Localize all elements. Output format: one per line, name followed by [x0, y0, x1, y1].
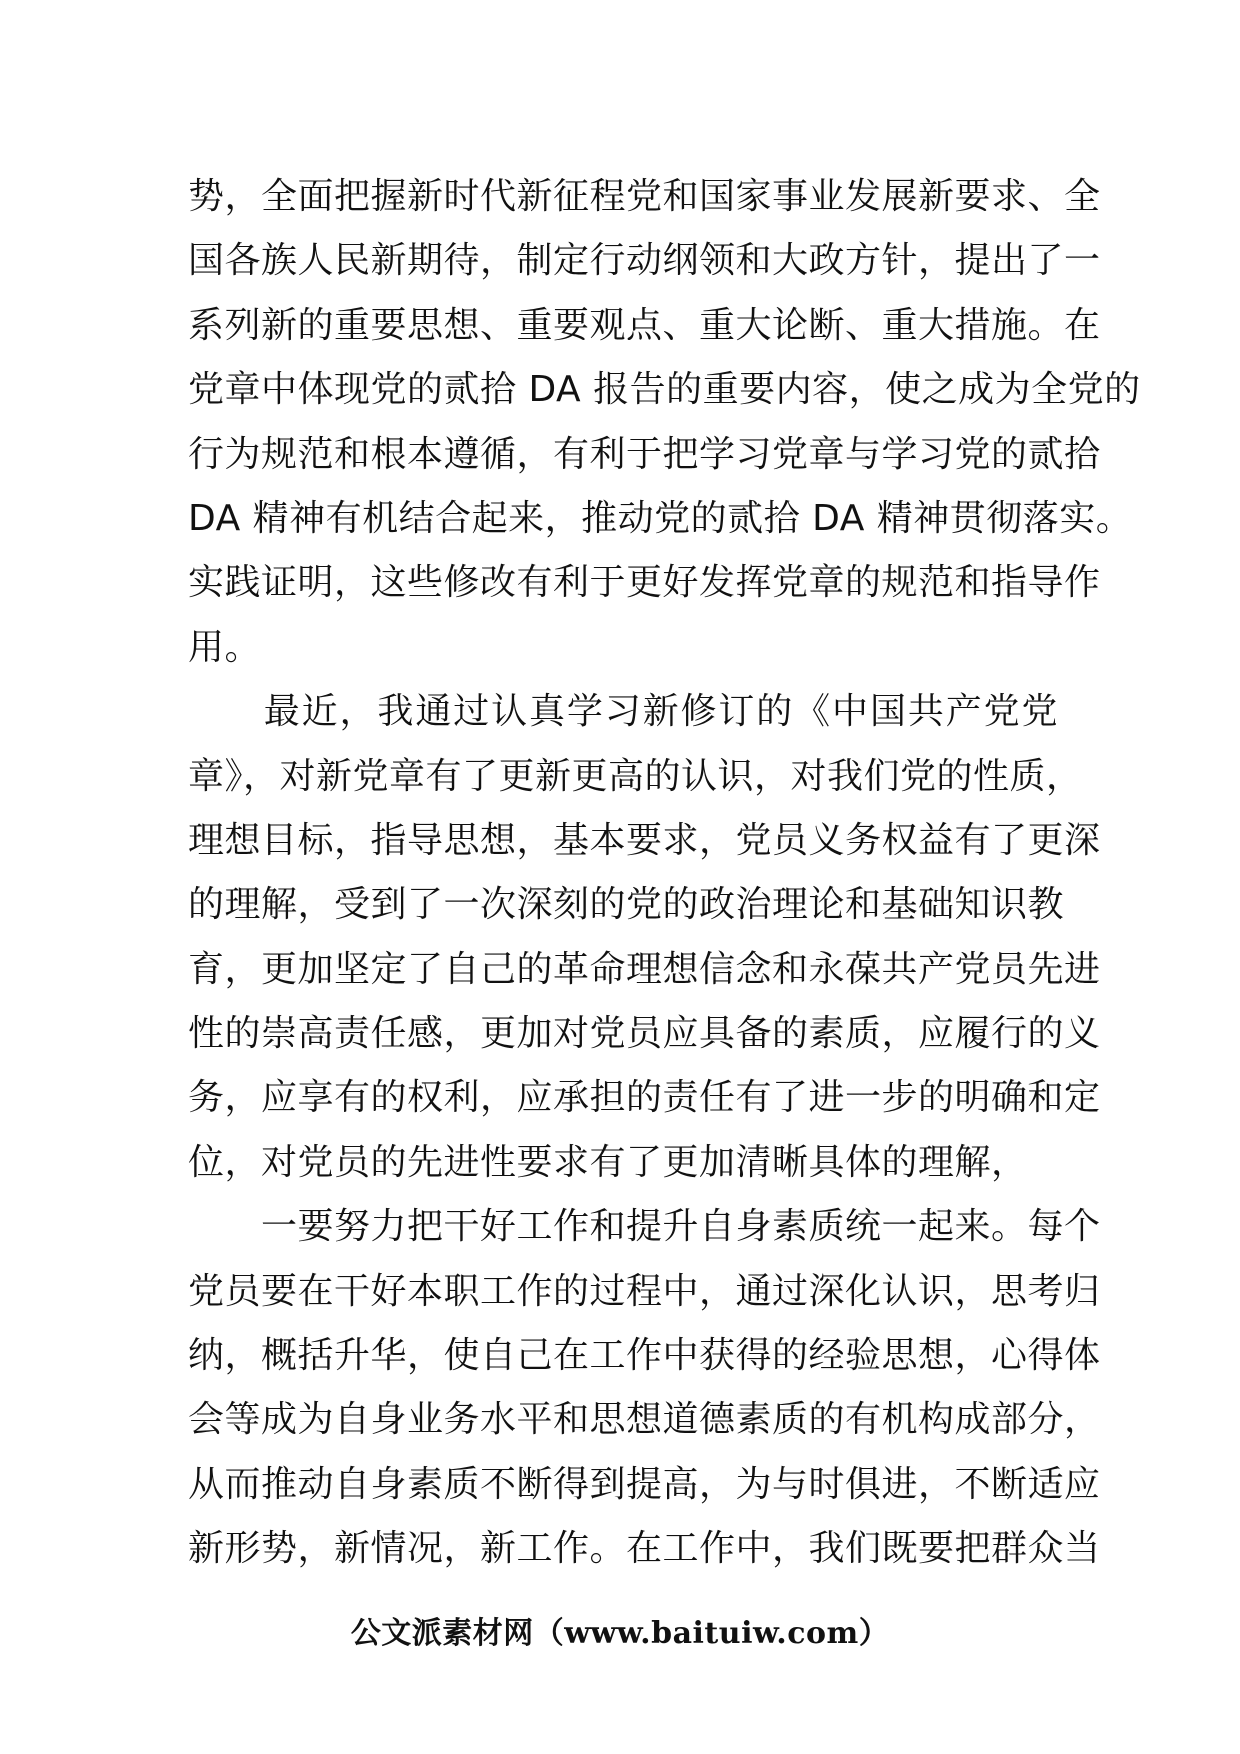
- text-line: DA 精神有机结合起来，推动党的贰拾 DA 精神贯彻落实。: [188, 497, 1133, 539]
- text-line: 用。: [188, 626, 262, 668]
- text-line: 会等成为自身业务水平和思想道德素质的有机构成部分，: [188, 1399, 1101, 1441]
- text-line: 的理解，受到了一次深刻的党的政治理论和基础知识教: [188, 884, 1065, 926]
- document-body: [188, 165, 1141, 1582]
- text-line: 国各族人民新期待，制定行动纲领和大政方针，提出了一: [188, 240, 1101, 282]
- text-line: 系列新的重要思想、重要观点、重大论断、重大措施。在: [188, 304, 1101, 346]
- text-line: 章》，对新党章有了更新更高的认识，对我们党的性质，: [188, 755, 1083, 797]
- text-line: 纳，概括升华，使自己在工作中获得的经验思想，心得体: [188, 1335, 1101, 1377]
- page-footer-watermark: 公文派素材网（www.baituiw.com）: [350, 1616, 890, 1651]
- text-line: 理想目标，指导思想，基本要求，党员义务权益有了更深: [188, 819, 1101, 861]
- text-line: 性的崇高责任感，更加对党员应具备的素质，应履行的义: [188, 1013, 1101, 1055]
- text-line: 势，全面把握新时代新征程党和国家事业发展新要求、全: [188, 176, 1101, 217]
- text-line: 行为规范和根本遵循，有利于把学习党章与学习党的贰拾: [188, 433, 1101, 475]
- text-line: 务，应享有的权利，应承担的责任有了进一步的明确和定: [188, 1077, 1101, 1119]
- text-line: 育，更加坚定了自己的革命理想信念和永葆共产党员先进: [188, 948, 1101, 990]
- text-line: 一要努力把干好工作和提升自身素质统一起来。每个: [188, 1206, 1101, 1248]
- text-line: 党员要在干好本职工作的过程中，通过深化认识，思考归: [188, 1270, 1101, 1312]
- text-line: 党章中体现党的贰拾 DA 报告的重要内容，使之成为全党的: [188, 369, 1141, 411]
- text-line: 最近，我通过认真学习新修订的《中国共产党党: [188, 691, 1058, 733]
- text-line: 从而推动自身素质不断得到提高，为与时俱进，不断适应: [188, 1463, 1101, 1505]
- text-line: 位，对党员的先进性要求有了更加清晰具体的理解，: [188, 1141, 1028, 1183]
- text-line: 实践证明，这些修改有利于更好发挥党章的规范和指导作: [188, 562, 1101, 604]
- text-line: 新形势，新情况，新工作。在工作中，我们既要把群众当: [188, 1528, 1101, 1570]
